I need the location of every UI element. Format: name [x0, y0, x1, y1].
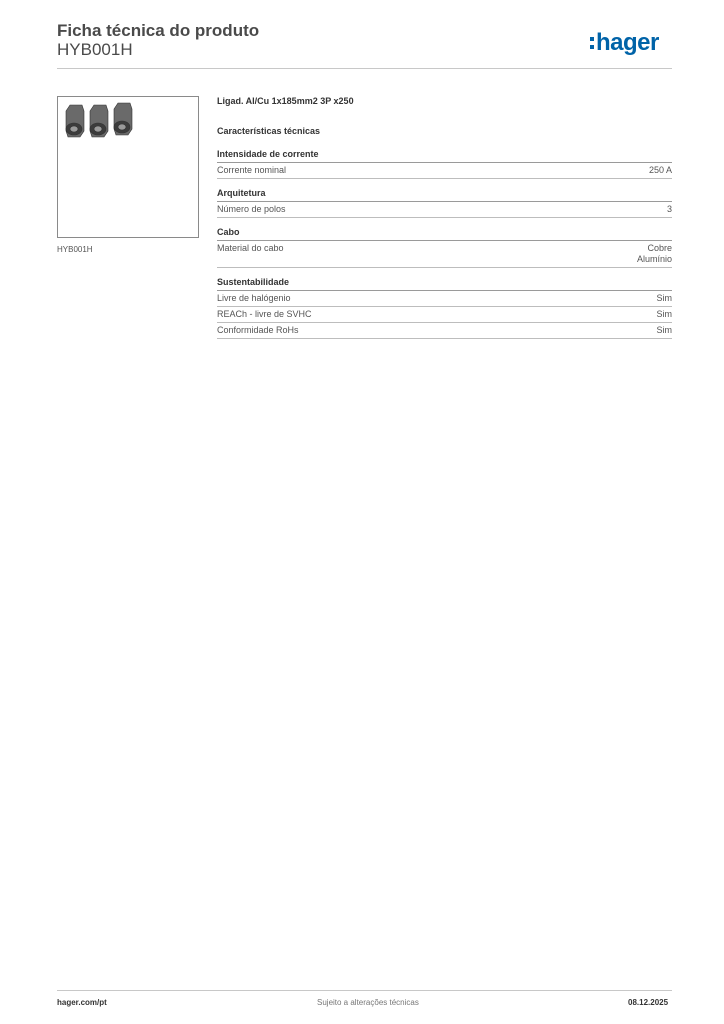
product-code: HYB001H	[57, 40, 133, 59]
product-image	[57, 96, 199, 238]
characteristics-title: Características técnicas	[217, 126, 321, 136]
specs-panel	[217, 96, 672, 348]
spec-value: Sim	[656, 325, 672, 335]
footer-date: 08.12.2025	[628, 998, 669, 1007]
logo-text: hager	[596, 29, 659, 56]
footer-notice: Sujeito a alterações técnicas	[317, 998, 419, 1007]
spec-value: 3	[666, 204, 672, 214]
spec-row	[217, 202, 672, 218]
section-title: Arquitetura	[217, 188, 672, 202]
cable-connector-image	[58, 97, 198, 237]
section-current	[217, 149, 672, 179]
spec-value-line: Cobre	[647, 243, 672, 253]
spec-value-line: Alumínio	[636, 254, 672, 264]
section-sustainability	[217, 277, 672, 339]
spec-row	[217, 163, 672, 179]
image-caption: HYB001H	[57, 245, 93, 254]
section-title: Sustentabilidade	[217, 277, 672, 291]
footer-website-link[interactable]: hager.com/pt	[57, 998, 107, 1007]
spec-value: 250 A	[648, 165, 672, 175]
spec-label: Conformidade RoHs	[217, 325, 299, 335]
product-name: Ligad. Al/Cu 1x185mm2 3P x250	[217, 96, 354, 106]
spec-value: Sim	[656, 309, 672, 319]
footer-divider	[57, 990, 672, 991]
spec-label: Número de polos	[217, 204, 286, 214]
spec-row	[217, 307, 672, 323]
header-divider	[57, 68, 672, 69]
spec-label: REACh - livre de SVHC	[217, 309, 312, 319]
spec-label: Corrente nominal	[217, 165, 287, 175]
spec-row	[217, 241, 672, 268]
spec-label: Material do cabo	[217, 243, 284, 253]
section-architecture	[217, 188, 672, 218]
section-title: Cabo	[217, 227, 672, 241]
section-cable	[217, 227, 672, 268]
spec-value: Sim	[656, 293, 672, 303]
spec-row	[217, 323, 672, 339]
page-title: Ficha técnica do produto	[57, 21, 260, 40]
logo-dots-icon	[590, 37, 594, 49]
section-title: Intensidade de corrente	[217, 149, 672, 163]
spec-row	[217, 291, 672, 307]
spec-value	[637, 243, 672, 265]
hager-logo	[590, 26, 659, 60]
spec-label: Livre de halógenio	[217, 293, 291, 303]
